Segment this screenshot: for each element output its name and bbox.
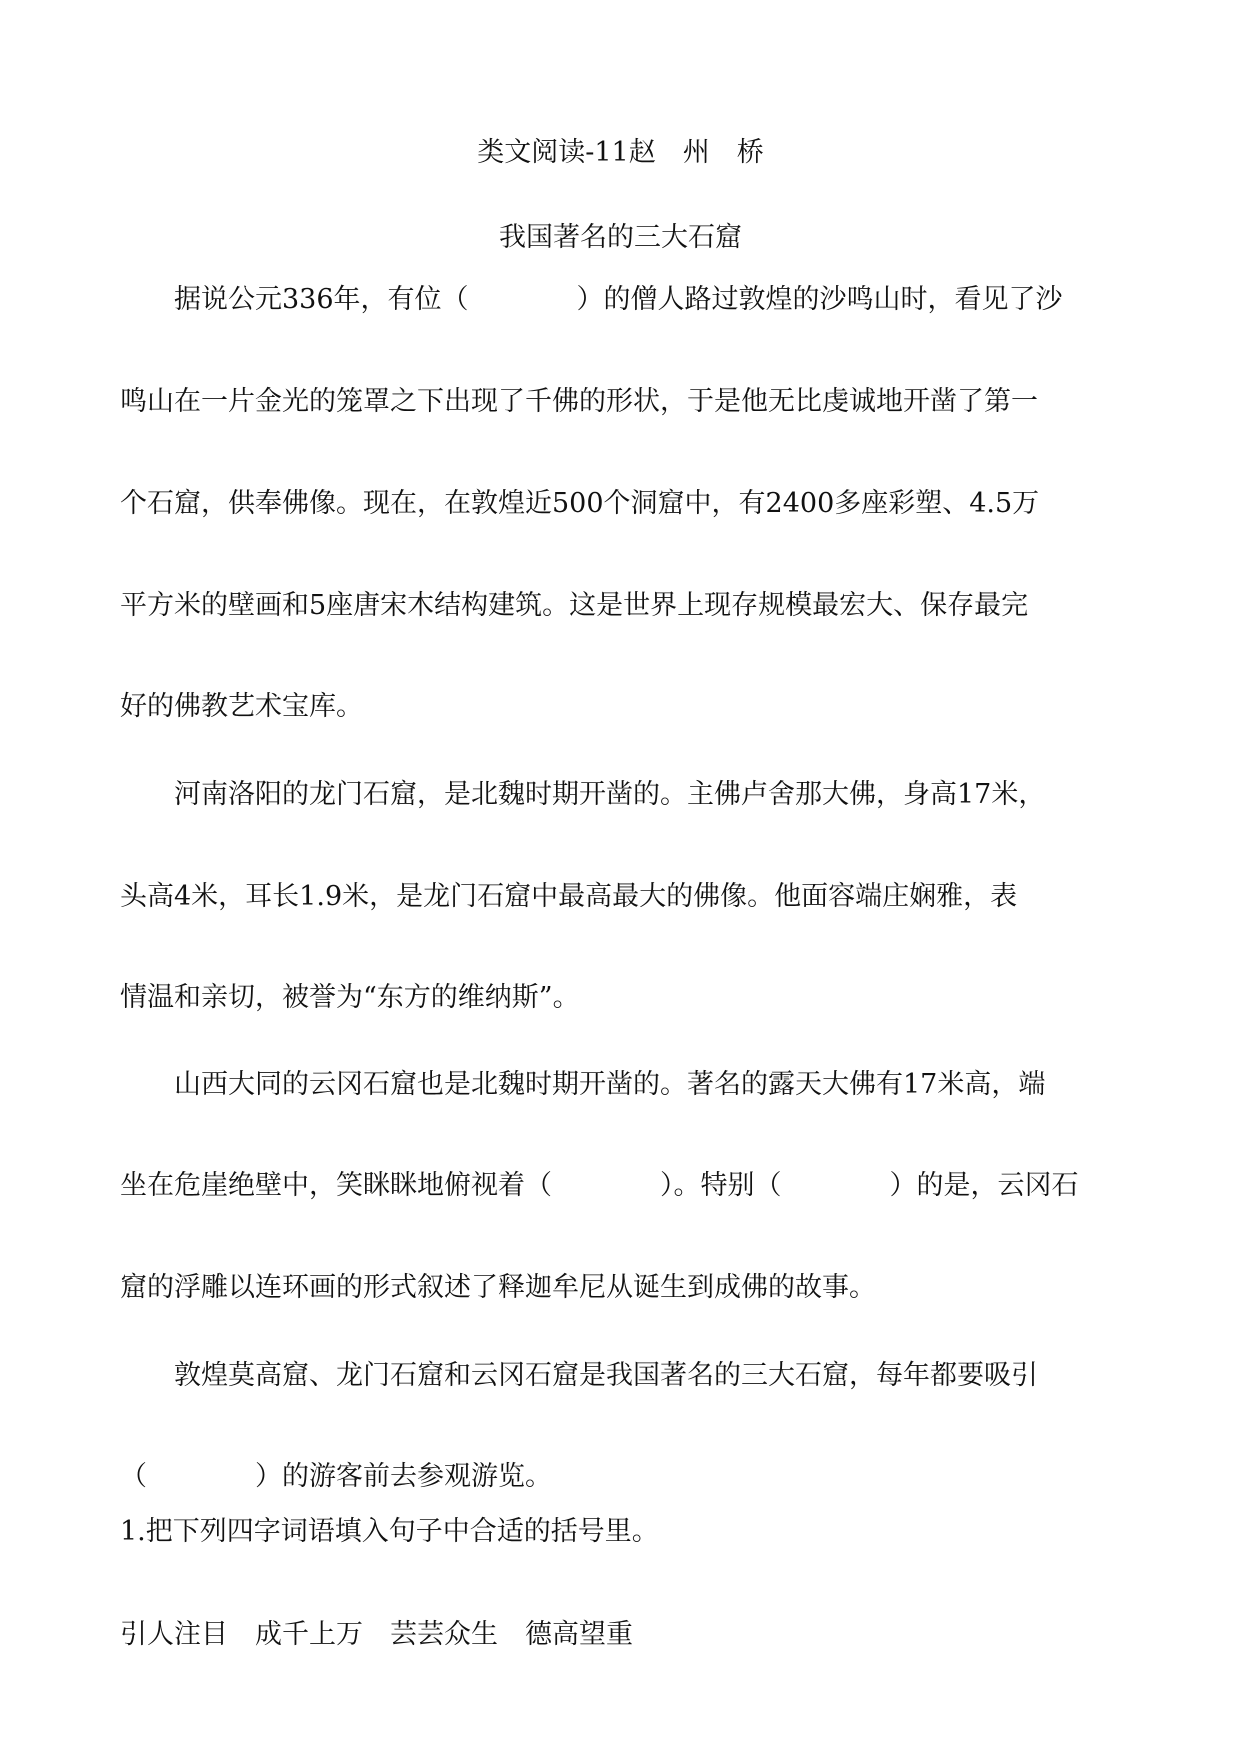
- article-title: 我国著名的三大石窟: [499, 222, 742, 253]
- question-1: 1.把下列四字词语填入句子中合适的括号里。: [120, 1516, 659, 1547]
- paragraph-2-line-1: 河南洛阳的龙门石窟，是北魏时期开凿的。主佛卢舍那大佛，身高17米，: [120, 779, 1046, 810]
- paragraph-3-line-2: 坐在危崖绝壁中，笑眯眯地俯视着（ ）。特别（ ）的是，云冈石: [120, 1170, 1079, 1201]
- paragraph-2-line-3: 情温和亲切，被誉为“东方的维纳斯”。: [120, 982, 580, 1013]
- paragraph-2-line-2: 头高4米，耳长1.9米，是龙门石窟中最高最大的佛像。他面容端庄娴雅，表: [120, 881, 1018, 912]
- paragraph-1-line-1: 据说公元336年，有位（ ）的僧人路过敦煌的沙鸣山时，看见了沙: [120, 284, 1063, 315]
- paragraph-3-line-1: 山西大同的云冈石窟也是北魏时期开凿的。著名的露天大佛有17米高，端: [120, 1069, 1046, 1100]
- paragraph-3-line-3: 窟的浮雕以连环画的形式叙述了释迦牟尼从诞生到成佛的故事。: [120, 1272, 876, 1303]
- paragraph-1-line-4: 平方米的壁画和5座唐宋木结构建筑。这是世界上现存规模最宏大、保存最完: [120, 590, 1029, 621]
- paragraph-1-line-5: 好的佛教艺术宝库。: [120, 691, 363, 722]
- paragraph-4-line-1: 敦煌莫高窟、龙门石窟和云冈石窟是我国著名的三大石窟，每年都要吸引: [120, 1360, 1038, 1391]
- paragraph-1-line-3: 个石窟，供奉佛像。现在，在敦煌近500个洞窟中，有2400多座彩塑、4.5万: [120, 488, 1040, 519]
- paragraph-4-line-2: （ ）的游客前去参观游览。: [120, 1461, 552, 1492]
- word-options: 引人注目 成千上万 芸芸众生 德高望重: [120, 1619, 633, 1650]
- document-title: 类文阅读-11赵 州 桥: [477, 137, 764, 168]
- paragraph-1-line-2: 鸣山在一片金光的笼罩之下出现了千佛的形状，于是他无比虔诚地开凿了第一: [120, 386, 1038, 417]
